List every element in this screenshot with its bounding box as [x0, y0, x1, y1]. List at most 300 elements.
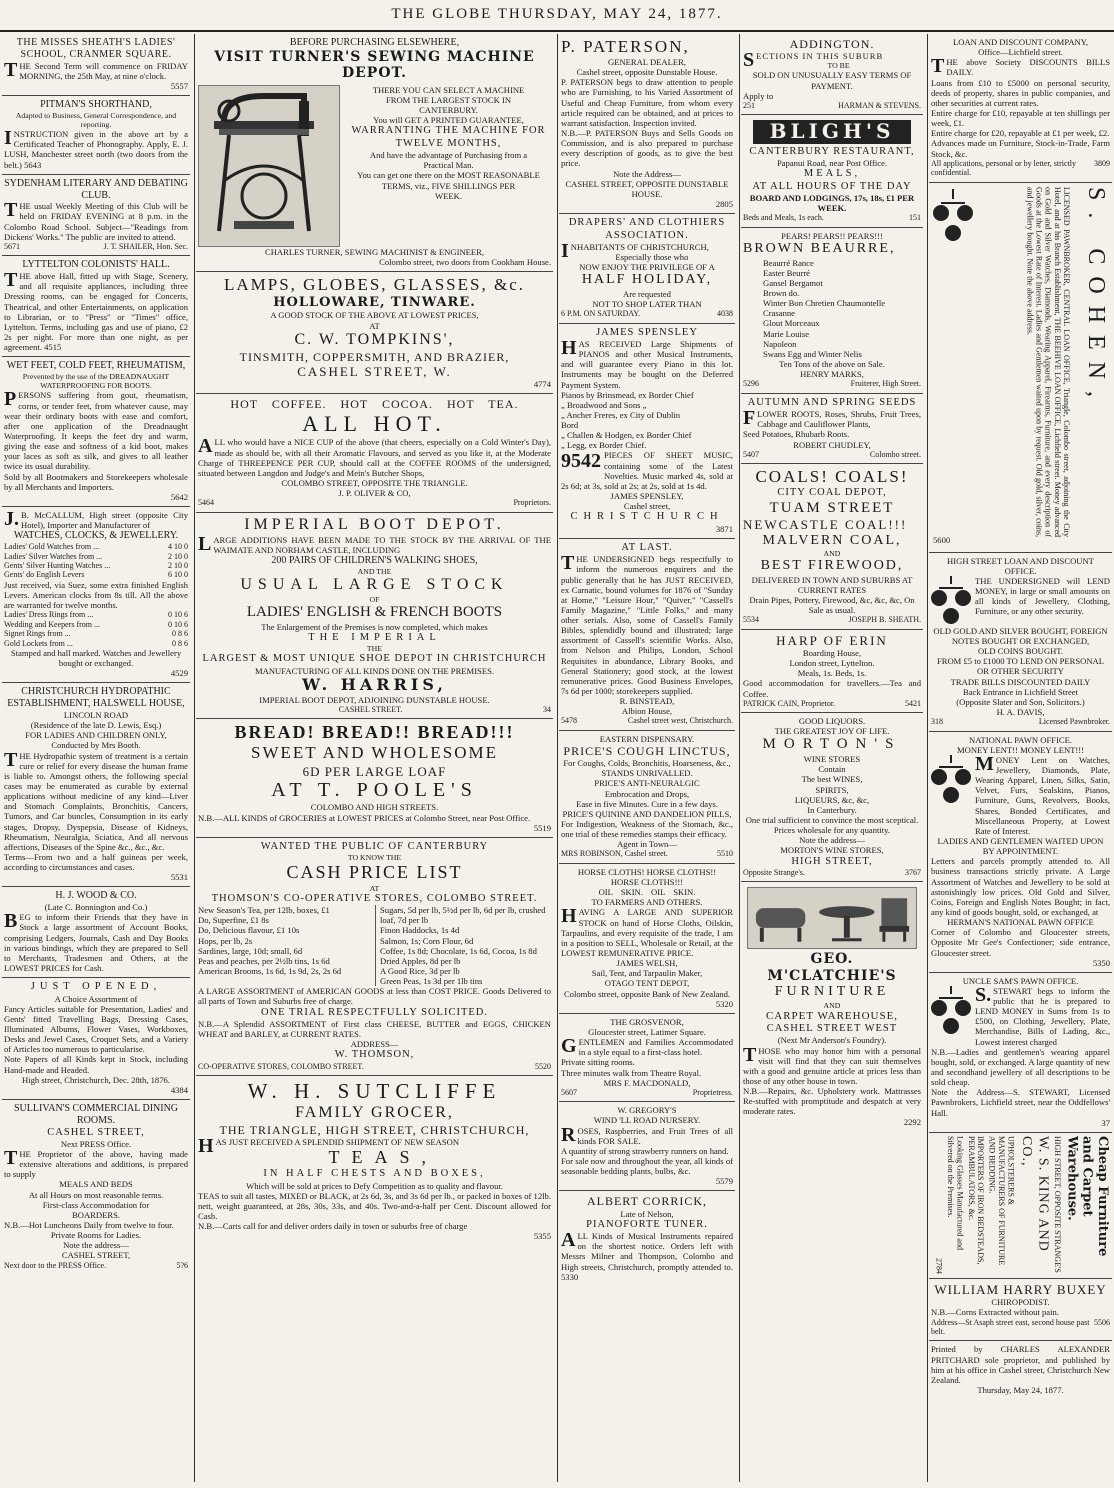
ad-line: THE — [366, 644, 383, 654]
pawn-balls-icon — [931, 576, 971, 626]
ad-line: Opposite Strange's. — [743, 867, 805, 877]
ad-headline: LAMPS, GLOBES, GLASSES, &c. — [223, 275, 525, 295]
ad-buxey — [929, 1279, 1112, 1341]
ad-body: AS RECEIVED Large Shipments of PIANOS and other Musical Instruments, and will guarantee every Piano in this lot. Instruments may be bought on the Deferred Payment System. — [561, 338, 733, 390]
ad-body: HE UNDERSIGNED begs respectfully to inform the numerous enquirers and the public generally that he has JUST RECEIVED, ex Carnatic, bound volumes for 1876 of "Sunday at Home," "Leisure Hour," "Quiver," "Cassell's Family Magazine," "Little Folks," and many other serials. Also, some of Cassell's Family Bibles, splendidly bound and illustrated; large assortment of Cassell's scientific Works. Also, from Nelson and Philips, London, School Requisites in abundance, Library Books, and General Stationery; good stock, at the lowest remunerative prices. Good Business Envelopes, 7s 6d per 1000; storekeepers supplied. — [561, 554, 733, 697]
ad-number: 5350 — [1092, 957, 1110, 968]
ad-headline: BROWN BEAURRE, — [743, 241, 896, 257]
ad-title: JUST OPENED, — [30, 981, 162, 993]
ad-marks-pears — [741, 228, 923, 394]
ad-body: PIECES OF SHEET MUSIC, containing some of the Latest Novelties. Music marked 4s, sold at 2s 6d; at 3s, sold at 2s; at 2s, sold at 1s 4d. — [561, 450, 733, 491]
ad-line: MALVERN COAL, — [762, 532, 902, 548]
ad-line: Agent in Town— — [617, 839, 677, 850]
ad-line: GOOD LIQUORS. — [798, 716, 866, 727]
ad-gregory — [559, 1102, 735, 1191]
ad-line: (Opposite Slater and Son, Solicitors.) — [956, 696, 1085, 707]
ad-subtitle: CANTERBURY RESTAURANT, — [749, 145, 915, 157]
ad-headline: Cheap Furniture and Carpet Warehouse. — [1064, 1135, 1110, 1257]
ad-line: The best WINES, — [801, 774, 863, 785]
ad-number: 3767 — [905, 867, 921, 877]
ad-line: AND THE — [357, 566, 392, 576]
ad-title: H. J. WOOD & CO. — [55, 890, 137, 902]
ad-lyttelton-hall — [2, 256, 190, 357]
ad-line: TO BE — [827, 61, 850, 71]
imprint-text: Printed by CHARLES ALEXANDER PRITCHARD sole proprietor, and published by him at his office in Cashel street, Christchurch New Zealand. — [931, 1344, 1110, 1385]
pear-list-item: Beaurré Rance — [763, 257, 814, 268]
ad-title: PEARS! PEARS!! PEARS!!! — [781, 230, 883, 241]
ad-line: Apply to — [743, 90, 774, 101]
pear-list-item: Napoleon — [763, 338, 797, 349]
ad-line: CASHEL STREET, OPPOSITE DUNSTABLE HOUSE. — [565, 178, 729, 199]
ad-title: NATIONAL PAWN OFFICE. — [969, 734, 1072, 745]
ad-title: EASTERN DISPENSARY. — [599, 733, 695, 744]
ad-line: For sale now and throughout the year, all kinds of seasonable bedding plants, bulbs, &c. — [561, 1156, 733, 1177]
drop-cap: P — [4, 388, 17, 411]
ad-sydenham — [2, 175, 190, 257]
ad-number: 5607 — [561, 1087, 577, 1097]
ad-headline: COALS! COALS! — [755, 467, 909, 487]
price-item: Ladies' Dress Rings from ... — [4, 610, 94, 620]
ad-footer: High street, Christchurch, Dec. 28th, 1876. — [22, 1074, 170, 1085]
ad-number: 5579 — [715, 1176, 733, 1187]
column-4 — [741, 34, 928, 1482]
price-value: 0 8 6 — [172, 638, 188, 648]
ad-national-pawn — [929, 732, 1112, 973]
price-item: Wedding and Keepers from ... — [4, 619, 100, 629]
ad-headline: IMPERIAL BOOT DEPOT. — [244, 515, 505, 533]
ad-subtitle: (Residence of the late D. Lewis, Esq.) — [30, 720, 162, 731]
ad-line: Private Rooms for Ladies. — [50, 1230, 142, 1241]
ad-body: ARGE ADDITIONS HAVE BEEN MADE TO THE STOCK BY THE ARRIVAL OF THE WAIMATE AND NORHAM CASTLE, INCLUDING — [213, 534, 551, 555]
sheet-music-count: 9542 — [561, 450, 601, 473]
ad-number: 34 — [543, 704, 551, 714]
ad-subtitle: Adapted to Business, General Correspondence, and reporting. — [15, 110, 177, 129]
ad-signature: R. BINSTEAD, — [619, 696, 675, 707]
ad-harris-boots — [196, 513, 553, 720]
ad-title: W. GREGORY'S — [617, 1105, 677, 1116]
ad-line: WANTED THE PUBLIC OF CANTERBURY — [260, 840, 489, 852]
ad-line: Loans from £10 to £5000 on personal security, deeds of property, shares in public companies, and other securities at current rates. — [931, 77, 1110, 108]
ad-line: AT ALL HOURS OF THE DAY — [752, 180, 912, 192]
ad-signature: PATRICK CAIN, Proprietor. — [743, 698, 836, 708]
drop-cap: T — [4, 1147, 18, 1170]
ad-body: B. McCALLUM, High street (opposite City Hotel), Importer and Manufacturer of — [21, 509, 188, 531]
masthead: THE GLOBE THURSDAY, MAY 24, 1877. — [0, 0, 1114, 32]
price-list-item: Green Peas, 1s 3d per 1lb tins — [380, 976, 483, 987]
drop-cap: H — [198, 1135, 214, 1158]
ad-tompkins — [196, 272, 553, 394]
ad-number: 5421 — [905, 698, 921, 708]
ad-line: TO KNOW THE — [347, 853, 402, 863]
ad-subtitle: WIND 'LL ROAD NURSERY. — [593, 1115, 701, 1126]
ad-line: TWELVE MONTHS, — [395, 137, 502, 149]
ad-headline: ALL HOT. — [302, 411, 447, 437]
ad-line: Especially those who — [615, 252, 689, 263]
ad-street: CASHEL STREET. — [338, 704, 403, 714]
ad-headline: PRICE'S COUGH LINCTUS, — [563, 744, 731, 759]
price-row — [4, 610, 188, 619]
ad-address: Cashel street, opposite Dunstable House. — [576, 67, 718, 78]
piano-list-item: „ Challen & Hodgen, ex Border Chief — [561, 430, 692, 441]
ad-body: HE Second Term will commence on FRIDAY MORNING, the 25th May, at nine o'clock. — [19, 60, 188, 81]
price-list-item: Dried Apples, 8d per lb — [380, 955, 461, 966]
ad-title: PITMAN'S SHORTHAND, — [40, 99, 152, 111]
drop-cap: L — [198, 532, 212, 555]
ad-line: HALF HOLIDAY, — [581, 272, 713, 288]
ad-address: CO-OPERATIVE STORES, COLOMBO STREET. — [198, 1061, 364, 1071]
ad-morton — [741, 713, 923, 882]
ad-line: TEAS to suit all tastes, MIXED or BLACK, at 2s 6d, 3s, and 3s 6d per lb., or packed in boxes of 12lb. nett, weight guaranteed, at 28s, 30s, 33s, and 40s. Two-and-a-half per Cent. Discount allowed for Cash. — [198, 1190, 551, 1222]
price-item: Ladies' Silver Watches from ... — [4, 551, 103, 561]
ad-line: MEALS, — [803, 168, 861, 180]
price-list-left — [198, 905, 369, 986]
drop-cap: H — [561, 336, 577, 359]
price-row — [4, 542, 188, 551]
ad-line: THE IMPERIAL — [308, 631, 441, 643]
drop-cap: I — [4, 127, 12, 150]
ad-number: 2805 — [715, 199, 733, 210]
ad-sutcliffe — [196, 1076, 553, 1245]
drop-cap: J. — [4, 507, 19, 530]
ad-line: A LARGE ASSORTMENT of AMERICAN GOODS at less than COST PRICE. Goods Delivered to all parts of Town and Suburbs free of charge. — [198, 986, 551, 1007]
ad-number: 5600 — [933, 535, 951, 546]
ad-line: Ten Tons of the above on Sale. — [779, 358, 885, 369]
ad-title: AT LAST. — [621, 541, 673, 553]
ad-pitman — [2, 96, 190, 175]
ad-title: JAMES SPENSLEY — [596, 326, 698, 338]
price-list — [198, 905, 551, 986]
ad-body: LOWER ROOTS, Roses, Shrubs, Fruit Trees, Cabbage and Cauliflower Plants, — [757, 409, 921, 430]
price-list-item: New Season's Tea, per 12lb, boxes, £1 — [198, 905, 330, 916]
piano-list-item: Bord — [561, 420, 579, 431]
pear-list — [743, 258, 921, 359]
ad-line: Note the address— — [799, 835, 865, 846]
ad-line: PRICE'S QUININE AND DANDELION PILLS, — [562, 808, 732, 819]
ad-line: AT T. POOLE'S — [271, 778, 478, 801]
ad-line: N.B.—A Splendid ASSORTMENT of First class CHEESE, BUTTER and EGGS, CHICKEN WHEAT and BARLEY, at CURRENT RATES. — [198, 1018, 551, 1040]
ad-address: Colombo street, two doors from Cookham House. — [379, 256, 551, 267]
ad-line: Contain — [818, 764, 846, 775]
price-item: Gold Lockets from ... — [4, 638, 73, 648]
ad-line: 6 P.M. ON SATURDAY. — [561, 309, 641, 319]
ad-line: Entire charge for £10, repayable at ten shillings per week, £1. — [931, 107, 1110, 129]
ad-line: CASHEL STREET WEST — [766, 1023, 898, 1035]
ad-line: ONE TRIAL RESPECTFULLY SOLICITED. — [261, 1006, 488, 1018]
ad-line: WINE STORES — [803, 754, 861, 765]
ad-cain — [741, 630, 923, 713]
ad-subtitle: Office—Lichfield street. — [978, 47, 1063, 58]
price-row — [4, 552, 188, 561]
ad-line: For Coughs, Colds, Bronchitis, Hoarseness, &c., — [563, 758, 731, 769]
column-3 — [559, 34, 740, 1482]
ad-number: 5478 — [561, 716, 577, 726]
price-row — [4, 620, 188, 629]
ad-sheath-school — [2, 34, 190, 96]
price-item: Gents' Silver Hunting Watches ... — [4, 560, 111, 570]
ad-line: USUAL LARGE STOCK — [240, 575, 509, 593]
ad-thomson — [196, 838, 553, 1076]
drop-cap: I — [561, 239, 569, 262]
ad-line: At all Hours on most reasonable terms. — [28, 1189, 164, 1200]
ad-line: Note the Address— — [613, 168, 681, 179]
ad-number: 5?6 — [176, 1260, 188, 1270]
price-row — [4, 639, 188, 648]
imprint-date: Thursday, May 24, 1877. — [977, 1384, 1064, 1395]
ad-body: OSES, Raspberries, and Fruit Trees of all kinds FOR SALE. — [577, 1125, 733, 1146]
ad-line: OIL SKIN. OIL SKIN. — [598, 887, 696, 898]
drop-cap: M — [975, 752, 994, 775]
ad-name: C. W. TOMPKINS', — [294, 330, 455, 348]
ad-line: TRADE BILLS DISCOUNTED DAILY — [950, 676, 1091, 687]
ad-line: Note the address— — [63, 1240, 129, 1251]
ad-hydropathic — [2, 683, 190, 887]
ad-wet-feet — [2, 357, 190, 507]
ad-line: AND — [823, 1000, 841, 1010]
ad-number: 318 — [931, 717, 943, 727]
price-row — [4, 561, 188, 570]
ad-line: OLD COINS BOUGHT. — [977, 646, 1064, 657]
ad-line: SOLD ON UNUSUALLY EASY TERMS OF PAYMENT. — [752, 70, 912, 91]
drop-cap: A — [198, 435, 213, 458]
ad-line: In Canterbury. — [807, 804, 857, 815]
ad-line: CITY COAL DEPOT, — [777, 487, 887, 499]
ad-title: THE GROSVENOR, — [610, 1016, 684, 1027]
ad-paterson — [559, 34, 735, 214]
price-item: Ladies' Gold Watches from ... — [4, 542, 100, 552]
ad-poole-bread — [196, 719, 553, 838]
ad-subtitle: HOLLOWARE, TINWARE. — [273, 295, 476, 311]
ad-sullivan — [2, 1100, 190, 1274]
ad-line: THE GREATEST JOY OF LIFE. — [774, 726, 890, 737]
ad-body: HE Hydropathic system of treatment is a certain cure or relief for every disease the human frame is liable to. Amongst others, the following special cases may be enumerated as curable by external applications without medicine of any kind—Liver and Stomach Complaints, Bronchitis, Cancers, Tumors, and Car buncles, Consumption in its early stages, Dropsy, Dyspepsia, Disease of Kidneys, Rheumatism, Neuralgia, Sciatica, And all nervous affections, Diseases of the Spine &c., &c., &c. — [4, 750, 188, 852]
piano-list-item: „ Legg, ex Border Chief. — [561, 440, 647, 451]
ad-line: HIGH STREET, OPPOSITE STRANGE'S — [1053, 1135, 1063, 1273]
pear-list-item: Winter Bon Chretien Chaumontelle — [763, 298, 886, 309]
ad-line: CARPET WAREHOUSE, — [765, 1010, 899, 1023]
ad-number: 5510 — [717, 849, 733, 859]
ad-number: 251 — [743, 100, 755, 110]
ad-line: WARRANTING THE MACHINE FOR — [351, 125, 546, 137]
piano-list-item: „ Ancher Freres, ex City of Dublin — [561, 409, 681, 420]
ad-addington — [741, 34, 923, 115]
ad-line: Next door to the PRESS Office. — [4, 1260, 107, 1270]
drop-cap: T — [561, 552, 575, 575]
ad-cohen — [929, 183, 1112, 553]
ad-drapers — [559, 214, 735, 323]
ad-body: ECTIONS IN THIS SUBURB — [756, 51, 884, 62]
ad-title: WET FEET, COLD FEET, RHEUMATISM, — [6, 360, 186, 372]
ad-line: Ease in five Minutes. Cure in a few days. — [576, 798, 718, 809]
ad-subtitle: Conducted by Mrs Booth. — [51, 740, 141, 751]
price-table-watches — [4, 542, 188, 580]
ad-number: 5464 — [198, 498, 214, 508]
ad-name: W. H. SUTCLIFFE — [247, 1079, 502, 1104]
ad-subtitle: CHIROPODIST. — [991, 1297, 1050, 1308]
ad-line: (Next Mr Anderson's Foundry). — [777, 1035, 887, 1046]
ad-turner-sewing — [196, 34, 553, 272]
ad-body: ONEY Lent on Watches, Jewellery, Diamonds, Plate, Wearing Apparel, Linen, Silks, Satin, Velvet, Furs, Sealskins, Pianos, Furniture, Guns, Revolvers, Books, Shares, Bonded Certificates, and Miscellaneous Property, at Lowest Rate of Interest. — [975, 754, 1110, 836]
ad-line: Note the Address—S. STEWART, Licensed Pawnbrokers, Lichfield street, near the Oddfellows' Hall. — [931, 1087, 1110, 1118]
pear-list-item: Swans Egg and Winter Nelis — [763, 348, 862, 359]
ad-line: TUAM STREET — [769, 499, 895, 516]
ad-trade: PIANOFORTE TUNER. — [586, 1218, 708, 1230]
pawn-balls-icon — [931, 986, 971, 1036]
ad-address: Colombo street, opposite Bank of New Zealand. — [563, 988, 731, 999]
ad-line: MRS ROBINSON, Cashel street. — [561, 849, 668, 859]
ad-number: 4038 — [717, 309, 733, 319]
price-list-item: Hops, per lb, 2s — [198, 935, 253, 946]
price-list-right — [375, 905, 551, 986]
ad-line: Advances made on Furniture, Stock-in-Trade, Farm Stock, &c. — [931, 138, 1110, 159]
price-list-item: Salmon, 1s; Corn Flour, 6d — [380, 935, 474, 946]
ad-subtitle: Late of Nelson, — [620, 1208, 674, 1219]
price-item: Signet Rings from ... — [4, 629, 71, 639]
ad-line: Corner of Colombo and Gloucester streets, Opposite Mr Gee's Confectioner; side entrance, Gloucester street. — [931, 927, 1110, 958]
ad-number: 5531 — [170, 872, 188, 883]
ad-headline: VISIT TURNER'S SEWING MACHINE DEPOT. — [214, 48, 535, 82]
ad-number: 5320 — [715, 998, 733, 1009]
ad-number: 2784 — [934, 1257, 944, 1274]
ad-line: N.B.—Carts call for and deliver orders daily in town or suburbs free of charge — [198, 1221, 468, 1232]
ad-signature: J. P. OLIVER & CO, — [338, 488, 411, 499]
drop-cap: B — [4, 910, 18, 933]
ad-body: THE UNDERSIGNED will LEND MONEY, in large or small amounts on all kinds of Jewellery, Clothing, Furniture, or any other security. — [975, 575, 1110, 617]
ad-headline: MORTON'S — [762, 736, 902, 753]
ad-line: OF — [369, 594, 380, 604]
ad-line: LIQUEURS, &c, &c, — [794, 794, 870, 805]
price-value: 4 10 0 — [168, 542, 188, 552]
column-2 — [196, 34, 558, 1482]
ad-subtitle: A Choice Assortment of — [54, 993, 138, 1004]
drop-cap: R — [561, 1123, 576, 1146]
ad-title: SYDENHAM LITERARY AND DEBATING CLUB. — [4, 177, 188, 201]
ad-number: 3809 — [1094, 158, 1110, 168]
ad-body: LICENSED PAWNBROKER, CENTRAL LOAN OFFICE, Triangle, Colombo street, adjoining the City Hotel, and at his Branch Establishment, THE BEEHIVE LOAN OFFICE, Lichfield street. Money advanced on Gold and Silver Watches, Diamonds, Wearing Apparel, Firearms, Furniture, and every description of Goods at the Lowest Rate of Interest. Ladies and Gentlemen waited upon by request. Old gold, silver, coins, and jewellery bought. Note the above address. — [1025, 186, 1071, 537]
price-value: 0 10 6 — [168, 610, 188, 620]
drop-cap: G — [561, 1035, 577, 1058]
ad-line: The Enlargement of the Premises is now completed, which makes — [261, 621, 488, 632]
ad-body: EG to inform their Friends that they have in Stock a large assortment of Account Books, comprising Ledgers, Journals, Cash and Day Books in various bindings, which they are prepared to Sell to Merchants, Tradesmen and Others, at the LOWEST PRICES for Cash. — [4, 912, 188, 974]
ad-kicker: HOT COFFEE. HOT COCOA. HOT TEA. — [230, 397, 519, 412]
ad-line: HIGH STREET, — [791, 855, 873, 867]
ad-line: N.B.—Ladies and gentlemen's wearing apparel bought, sold, or exchanged. A large quantity of new and secondhand jewellery of all descriptions to be sold cheap. — [931, 1046, 1110, 1088]
ad-headline: TEAS, — [328, 1147, 439, 1168]
ad-body: STEWART begs to inform the public that he is prepared to LEND MONEY in Sums from 1s to £500, on Clothing, Jewellery, Plate, Merchandise, Bills of Lading, &c., Lowest interest charged — [975, 985, 1110, 1047]
ad-title: WATCHES, CLOCKS, & JEWELLERY. — [13, 530, 179, 542]
ad-subtitle: GENERAL DEALER, — [608, 57, 686, 68]
ad-line: SPIRITS, — [815, 784, 849, 795]
ad-number: 5642 — [170, 491, 188, 502]
piano-list — [561, 390, 733, 451]
ad-number: 5519 — [533, 822, 551, 833]
ad-line: HORSE CLOTHS! HORSE CLOTHS!! — [577, 866, 717, 877]
ad-line: Seed Potatoes, Rhubarb Roots. — [743, 429, 850, 440]
ad-line: UPHOLSTERERS & MANUFACTURERS OF FURNITURE AND BEDDING. — [987, 1135, 1016, 1266]
ad-line: THERE YOU CAN SELECT A MACHINE — [372, 84, 525, 95]
ad-headline: WILLIAM HARRY BUXEY — [934, 1281, 1107, 1297]
ad-line: OLD GOLD AND SILVER BOUGHT, FOREIGN NOTES BOUGHT OR EXCHANGED, — [933, 625, 1108, 646]
ad-king-furniture — [929, 1133, 1112, 1279]
ad-line: Back Entrance in Lichfield Street — [962, 686, 1078, 697]
ad-role: Fruiterer, High Street. — [850, 379, 921, 389]
ad-binstead — [559, 539, 735, 731]
ad-address: Gloucester street, Latimer Square. — [588, 1027, 706, 1038]
ad-line: THOMSON'S CO-OPERATIVE STORES, COLOMBO STREET. — [211, 892, 538, 904]
ad-all-hot — [196, 394, 553, 512]
ad-note: Note Papers of all Kinds kept in Stock, including Hand-made and Headed. — [4, 1054, 188, 1075]
ad-number: 5506 — [1094, 1317, 1110, 1327]
ad-title: UNCLE SAM'S PAWN OFFICE. — [962, 975, 1079, 986]
ad-line: CASHEL STREET, — [61, 1250, 131, 1261]
ad-title: SULLIVAN'S COMMERCIAL DINING ROOMS. — [13, 1102, 179, 1126]
ad-address: Albion House, — [621, 706, 673, 717]
ad-note: N.B.—P. PATERSON Buys and Sells Goods on Commission, and is also prepared to purchase every description of goods, as to give the best price. — [561, 128, 733, 169]
ad-subtitle: Prevented by the use of the DREADNAUGHT WATERPROOFING FOR BOOTS. — [22, 372, 170, 391]
price-value: 2 10 0 — [168, 551, 188, 561]
ad-number: 5671 — [4, 241, 20, 251]
ad-address: IMPERIAL BOOT DEPOT, ADJOINING DUNSTABLE HOUSE. — [259, 694, 490, 705]
ad-address: OTAGO TENT DEPOT, — [604, 978, 690, 989]
pear-list-item: Glout Morceaux — [763, 318, 820, 329]
ad-corrick — [559, 1191, 735, 1285]
ad-title: DRAPERS' AND CLOTHIERS ASSOCIATION. — [568, 217, 726, 241]
ad-mccallum — [2, 507, 190, 683]
furniture-icon — [748, 890, 916, 946]
ad-footer: Stamped and hall marked. Watches and Jewellery bought or exchanged. — [10, 647, 182, 669]
column-5 — [929, 34, 1112, 1482]
ad-subtitle: LINCOLN ROAD — [63, 710, 129, 720]
ad-line: BEST FIREWOOD, — [760, 558, 904, 574]
drop-cap: S — [743, 49, 755, 72]
ad-signature: J. T. SHAILER, Hon. Sec. — [103, 241, 188, 251]
ad-line: Three minutes walk from Theatre Royal. — [561, 1067, 702, 1078]
ad-eastern-dispensary — [559, 731, 735, 864]
ad-signature: JAMES SPENSLEY, — [610, 491, 684, 502]
pawn-balls-icon — [933, 189, 973, 249]
ad-line: Are requested — [623, 288, 671, 299]
ad-line: All applications, personal or by letter, strictly confidential. — [931, 158, 1076, 178]
ad-title: LYTTELTON COLONISTS' HALL. — [22, 259, 170, 271]
ad-number: 5330 — [561, 1271, 579, 1282]
ad-title: THE MISSES SHEATH'S LADIES' SCHOOL, CRANMER SQUARE. — [16, 37, 176, 60]
ad-title: HIGH STREET LOAN AND DISCOUNT OFFICE. — [947, 555, 1094, 576]
ad-name: W. HARRIS, — [302, 674, 447, 694]
ad-spensley — [559, 324, 735, 539]
ad-line: TERMS, viz., FIVE SHILLINGS PER — [381, 180, 516, 191]
ad-line: Embrocation and Drops, — [604, 788, 690, 799]
ad-line: TO FARMERS AND OTHERS. — [591, 897, 703, 908]
ad-line: SWEET AND WHOLESOME — [250, 743, 499, 763]
ad-line: AT — [369, 320, 380, 331]
piano-list-item: „ Broadwood and Sons „ — [561, 399, 647, 410]
drop-cap: T — [4, 269, 18, 292]
ad-address: Cashel street, — [623, 501, 671, 512]
ad-name: W. S. KING AND CO., — [1019, 1135, 1051, 1252]
ad-role: Proprietress. — [692, 1087, 733, 1097]
ad-line: MEALS AND BEDS — [59, 1179, 133, 1190]
pear-list-item: Marie Louise — [763, 328, 810, 339]
ad-title: LOAN AND DISCOUNT COMPANY, — [953, 37, 1088, 47]
ad-line: LARGEST & MOST UNIQUE SHOE DEPOT IN CHRISTCHURCH — [202, 653, 547, 665]
ad-headline: BLIGH'S — [753, 120, 911, 144]
ad-line: STANDS UNRIVALLED. — [601, 768, 693, 779]
ad-line: FROM THE LARGEST STOCK IN — [385, 94, 512, 105]
ad-line: MANUFACTURING OF ALL KINDS DONE ON THE PREMISES. — [254, 665, 495, 676]
ad-body: Fancy Articles suitable for Presentation, Ladies' and Gents' fitted Travelling Bags, Dressing Cases, Illuminated Albums, Flower Vases, Workboxes, Desks and Jewel Cases, Croquet Sets, and a Variety of Articles too numerous to particularise. — [4, 1003, 188, 1055]
ad-signature: JOSEPH B. SHEATH. — [848, 615, 921, 625]
ad-headline: P. PATERSON, — [561, 37, 690, 56]
ad-number: 2292 — [903, 1116, 921, 1127]
